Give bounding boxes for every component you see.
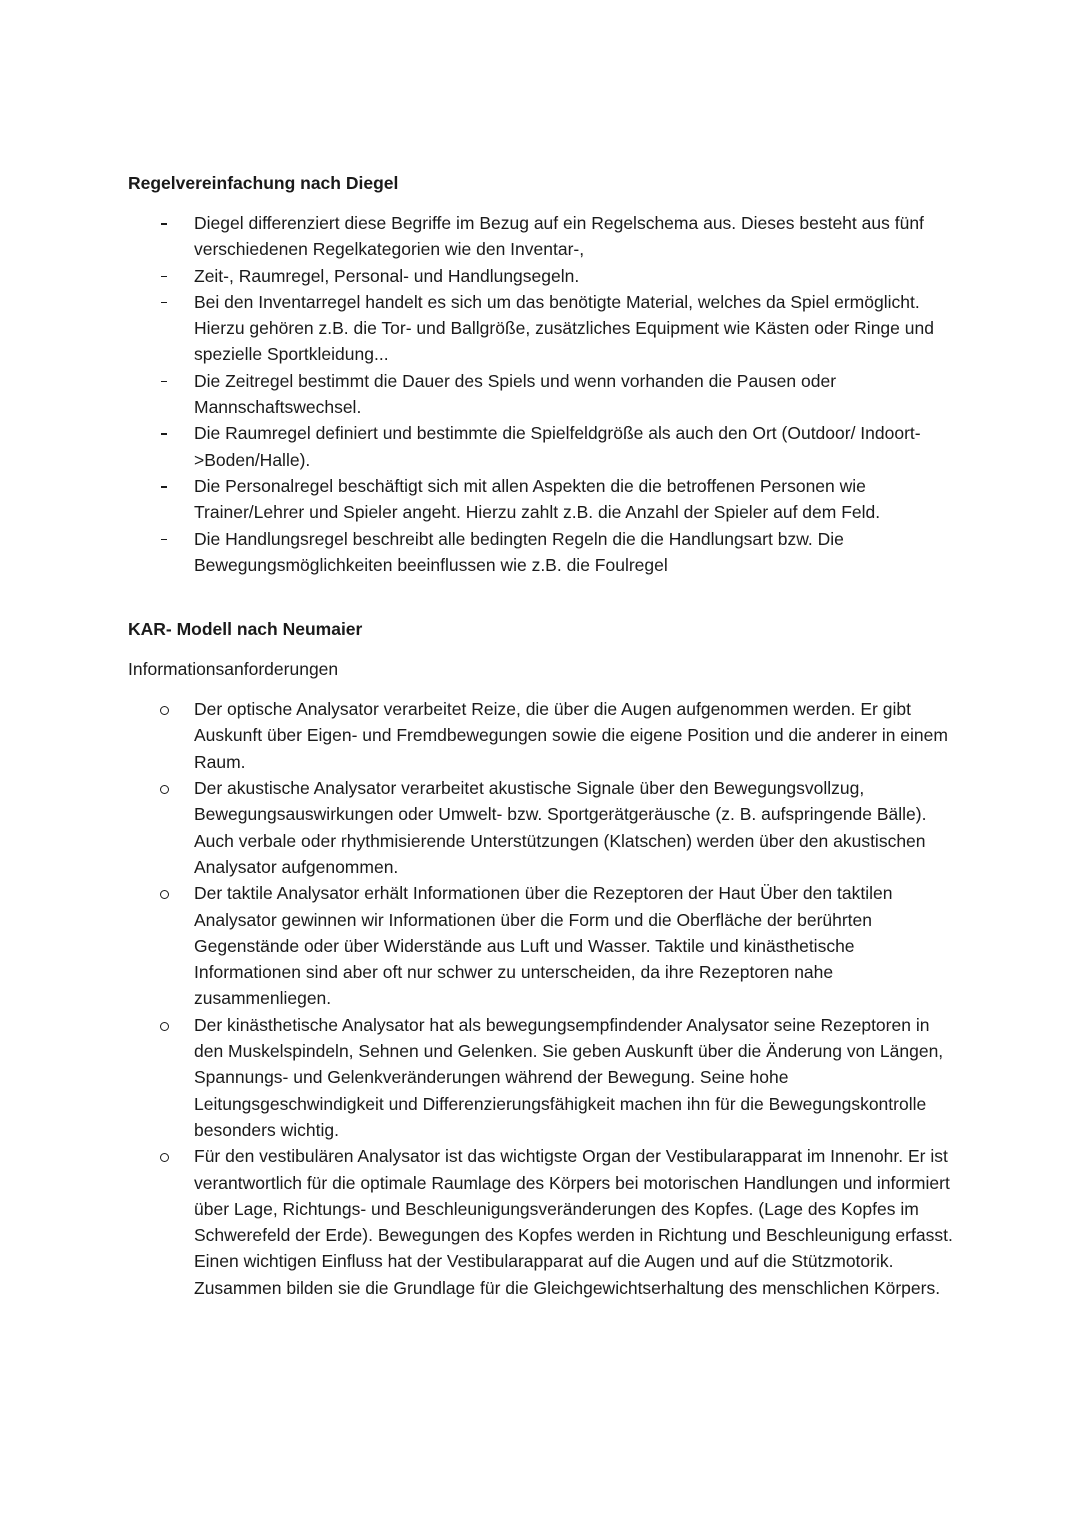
list-item — [128, 880, 958, 1011]
section-title-regelvereinfachung: Regelvereinfachung nach Diegel — [128, 173, 399, 193]
list-item — [128, 526, 958, 579]
dash-bullet-icon — [157, 210, 171, 225]
list-item-text: Die Personalregel beschäftigt sich mit allen Aspekten die die betroffenen Personen wie Trainer/Lehrer und Spieler angeht. Hierzu zahlt z.B. die Anzahl der Spieler auf dem Feld. — [194, 475, 881, 523]
list-item-text: Der kinästhetische Analysator hat als bewegungsempfindender Analysator seine Rezeptoren in den Muskelspindeln, Sehnen und Gelenken. Sie geben Auskunft über die Änderung von Längen, Spannungs- und Gelenkveränderungen während der Bewegung. Seine hohe Leitungsgeschwindigkeit und Differenzierungsfähigkeit machen ihn für die Bewegungskontrolle besonders wichtig. — [194, 1014, 944, 1140]
list-item — [128, 368, 958, 421]
list-item — [128, 420, 958, 473]
list-item — [128, 1143, 958, 1301]
list-item-text: Für den vestibulären Analysator ist das wichtigste Organ der Vestibularapparat im Innenohr. Er ist verantwortlich für die optimale Raumlage des Körpers bei motorischen Handlungen und informiert über Lage, Richtungs- und Beschleunigungsveränderungen des Kopfes. (Lage des Kopfes im Schwerefeld der Erde). Bewegungen des Kopfes werden in Richtung und Beschleunigung erfasst. Einen wichtigen Einfluss hat der Vestibularapparat auf die Augen und auf die Stützmotorik. Zusammen bilden sie die Grundlage für die Gleichgewichtserhaltung des menschlichen Körpers. — [194, 1146, 953, 1298]
analysator-list — [128, 696, 958, 1301]
circle-bullet-icon — [157, 696, 171, 715]
list-item — [128, 263, 958, 289]
list-item — [128, 775, 958, 880]
dash-bullet-icon — [157, 289, 171, 304]
dash-bullet-icon — [157, 526, 171, 541]
list-item-text: Die Handlungsregel beschreibt alle bedingten Regeln die die Handlungsart bzw. Die Bewegungsmöglichkeiten beeinflussen wie z.B. die Foulregel — [194, 528, 844, 575]
dash-bullet-icon — [157, 368, 171, 383]
dash-bullet-icon — [157, 263, 171, 278]
circle-bullet-icon — [157, 880, 171, 899]
section-subtitle: Informationsanforderungen — [128, 659, 339, 680]
regel-list — [128, 210, 958, 578]
dash-bullet-icon — [157, 420, 171, 435]
list-item-text: Zeit-, Raumregel, Personal- und Handlungsegeln. — [194, 265, 580, 286]
circle-bullet-icon — [157, 1012, 171, 1031]
circle-bullet-icon — [157, 775, 171, 794]
list-item — [128, 210, 958, 263]
circle-bullet-icon — [157, 1143, 171, 1162]
list-item-text: Der akustische Analysator verarbeitet akustische Signale über den Bewegungsvollzug, Bewegungsauswirkungen oder Umwelt- bzw. Sportgerätgeräusche (z. B. aufspringende Bälle). Auch verbale oder rhythmisierende Unterstützungen (Klatschen) werden über den akustischen Analysator aufgenommen. — [194, 778, 927, 877]
list-item-text: Der optische Analysator verarbeitet Reize, die über die Augen aufgenommen werden. Er gibt Auskunft über Eigen- und Fremdbewegungen sowie die eigene Position und die anderer in einem Raum. — [194, 699, 948, 772]
list-item-text: Bei den Inventarregel handelt es sich um das benötigte Material, welches da Spiel ermöglicht. Hierzu gehören z.B. die Tor- und Ballgröße, zusätzliches Equipment wie Kästen oder Ringe und spezielle Sportkleidung... — [194, 291, 934, 365]
list-item — [128, 696, 958, 775]
list-item — [128, 473, 958, 526]
section-title-kar-modell: KAR- Modell nach Neumaier — [128, 619, 363, 640]
list-item-text: Der taktile Analysator erhält Informationen über die Rezeptoren der Haut Über den taktilen Analysator gewinnen wir Informationen über die Form und die Oberfläche der berührten Gegenstände oder über Widerstände aus Luft und Wasser. Taktile und kinästhetische Informationen sind aber oft nur schwer zu unterscheiden, da ihre Rezeptoren nahe zusammenliegen. — [194, 883, 893, 1009]
document-page — [128, 170, 958, 1301]
list-item-text: Die Raumregel definiert und bestimmte die Spielfeldgröße als auch den Ort (Outdoor/ Indoort->Boden/Halle). — [194, 423, 921, 470]
list-item-text: Diegel differenziert diese Begriffe im Bezug auf ein Regelschema aus. Dieses besteht aus fünf verschiedenen Regelkategorien wie den Inventar-, — [194, 213, 924, 260]
dash-bullet-icon — [157, 473, 171, 488]
list-item-text: Die Zeitregel bestimmt die Dauer des Spiels und wenn vorhanden die Pausen oder Mannschaftswechsel. — [194, 370, 837, 418]
list-item — [128, 289, 958, 368]
list-item — [128, 1012, 958, 1143]
